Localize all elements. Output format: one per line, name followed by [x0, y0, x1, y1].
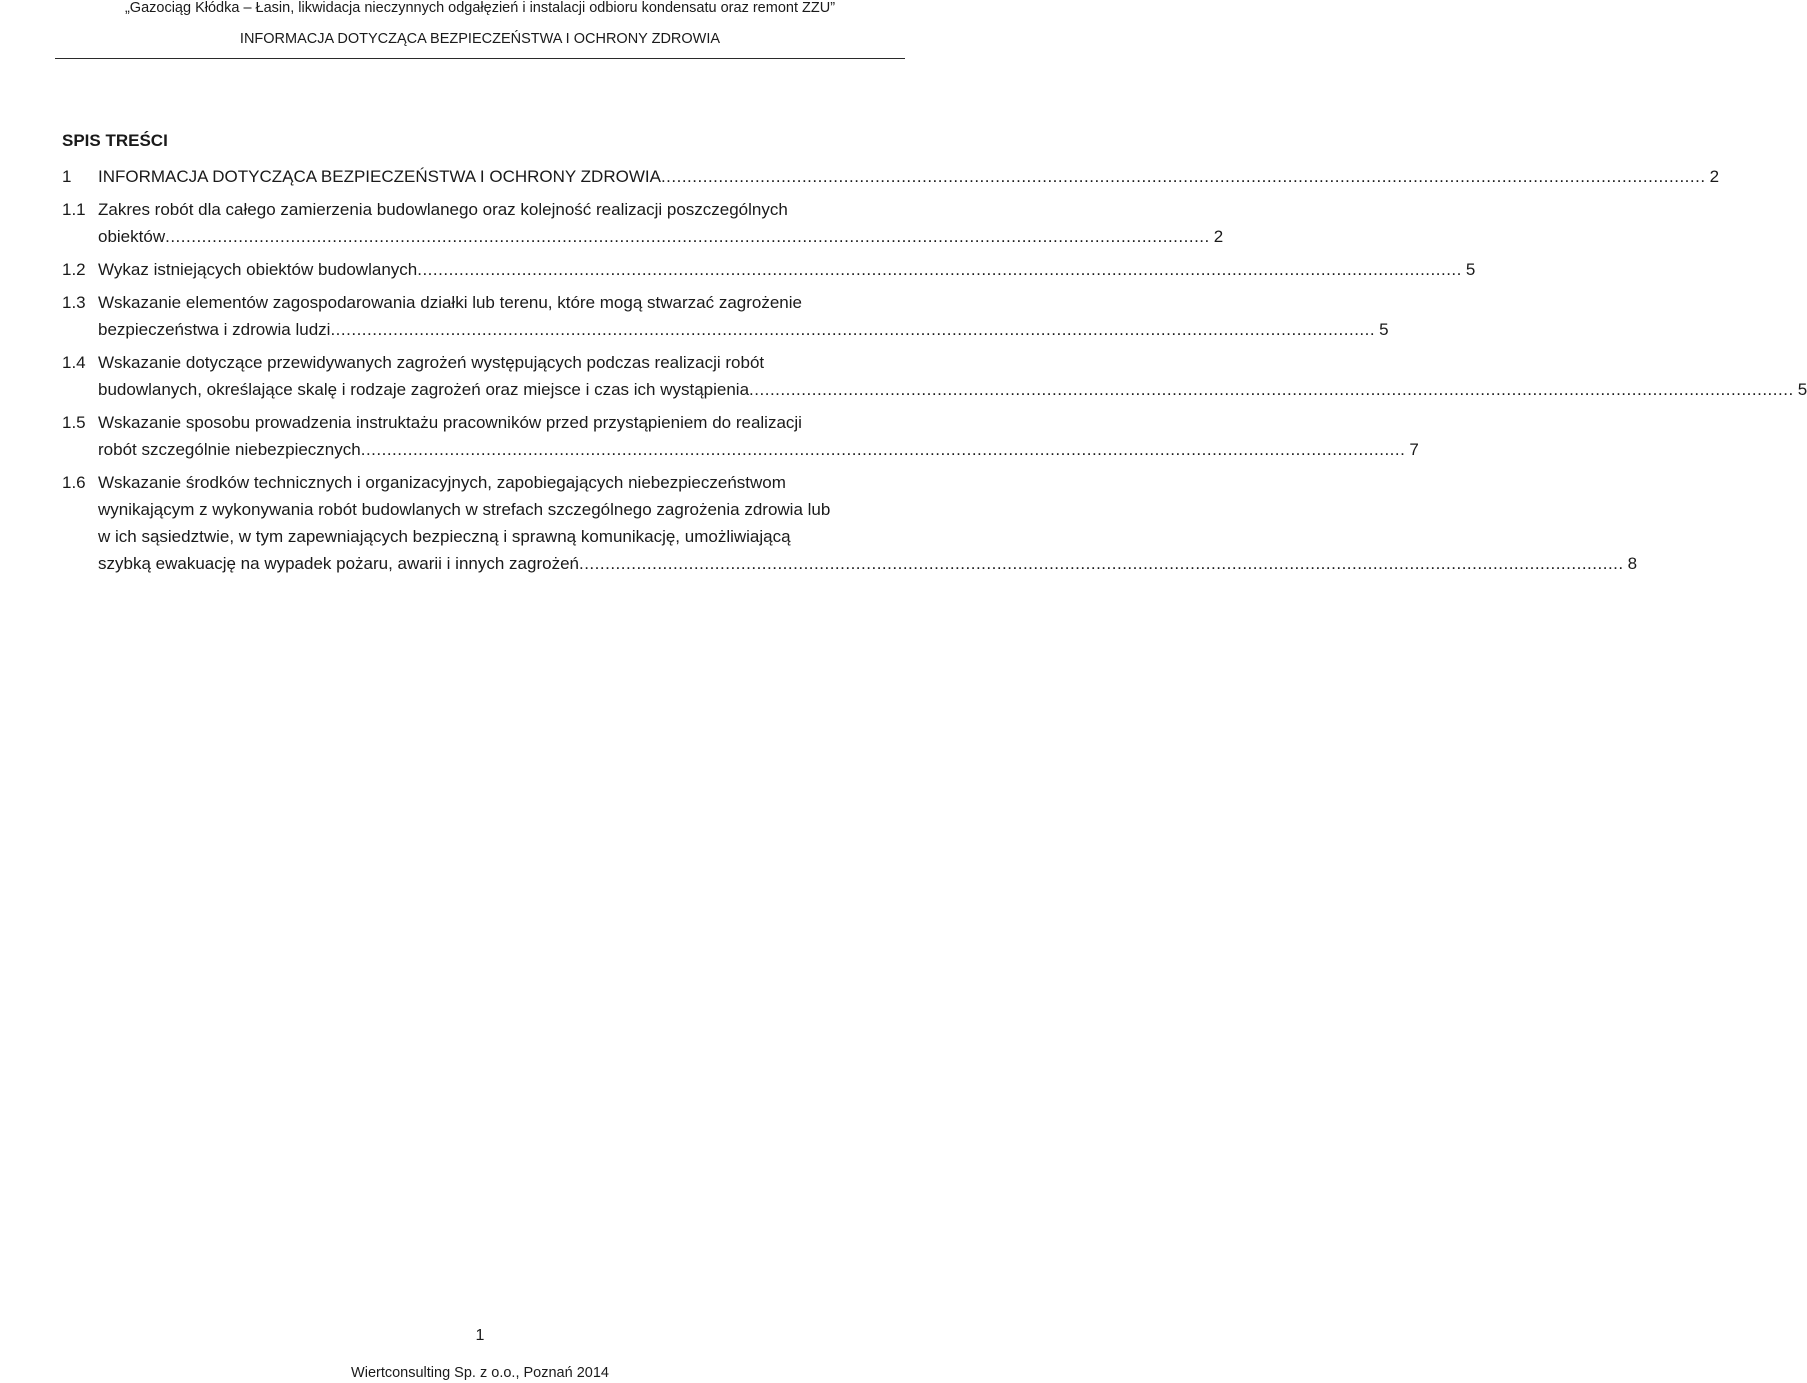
- toc-entry-number: 1.5: [62, 413, 86, 432]
- toc-entry-text: wynikającym z wykonywania robót budowlanych w strefach szczególnego zagrożenia zdrowia lub: [98, 500, 831, 519]
- toc-entry-text: INFORMACJA DOTYCZĄCA BEZPIECZEŃSTWA I OCHRONY ZDROWIA: [98, 167, 661, 186]
- toc-page-number: 7: [1409, 440, 1419, 459]
- toc-entry-number: 1.2: [62, 260, 86, 279]
- toc-entry-text: obiektów: [98, 227, 166, 246]
- toc-leader-dots: ........................................................................................................................................................................................................: [749, 380, 1794, 399]
- toc-leader-dots: ........................................................................................................................................................................................................: [417, 260, 1462, 279]
- toc-entry-text: w ich sąsiedztwie, w tym zapewniających bezpieczną i sprawną komunikację, umożliwiającą: [98, 527, 791, 546]
- toc-title: SPIS TREŚCI: [62, 131, 168, 150]
- toc-entry-1-5-continued[interactable]: [62, 437, 1419, 463]
- toc-entry-1-6[interactable]: [62, 470, 888, 496]
- toc-leader-dots: ........................................................................................................................................................................................................: [578, 554, 1624, 573]
- toc-page-number: 8: [1627, 554, 1638, 573]
- toc-entry-number: 1.4: [62, 353, 86, 372]
- toc-entry-text: Wskazanie dotyczące przewidywanych zagrożeń występujących podczas realizacji robót: [98, 353, 765, 372]
- header-project-title: „Gazociąg Kłódka – Łasin, likwidacja nieczynnych odgałęzień i instalacji odbioru kondensatu oraz remont ZZU”: [124, 0, 836, 16]
- toc-entry-1-3-continued[interactable]: [62, 317, 1389, 343]
- toc-entry-1-6-continued[interactable]: [62, 551, 1638, 577]
- toc-entry-text: Wskazanie elementów zagospodarowania działki lub terenu, które mogą stwarzać zagrożenie: [98, 293, 802, 312]
- toc-entry-1-3[interactable]: [62, 290, 888, 316]
- toc-entry-1-4-continued[interactable]: [62, 377, 1807, 403]
- toc-entry-1-4[interactable]: [62, 350, 888, 376]
- toc-page-number: 5: [1379, 320, 1389, 339]
- toc-entry-text: Wskazanie środków technicznych i organizacyjnych, zapobiegających niebezpieczeństwom: [98, 473, 786, 492]
- toc-entry-number: 1.3: [62, 293, 86, 312]
- toc-entry-text: bezpieczeństwa i zdrowia ludzi: [98, 320, 331, 339]
- toc-page-number: 5: [1797, 380, 1807, 399]
- toc-entry-line: [98, 224, 1224, 250]
- toc-entry-number: 1.1: [62, 200, 86, 219]
- header-divider: [55, 58, 905, 59]
- toc-entry-1-2[interactable]: [62, 257, 1476, 283]
- toc-entry-1-5[interactable]: [62, 410, 888, 436]
- toc-page-number: 5: [1465, 260, 1476, 279]
- toc-entry-1[interactable]: [62, 164, 1720, 190]
- page-footer: Wiertconsulting Sp. z o.o., Poznań 2014: [351, 1365, 609, 1381]
- toc-entry-line: [98, 551, 1638, 577]
- toc-entry-text: budowlanych, określające skalę i rodzaje zagrożeń oraz miejsce i czas ich wystąpienia: [98, 380, 750, 399]
- page-number: 1: [475, 1327, 485, 1344]
- header-document-title: INFORMACJA DOTYCZĄCA BEZPIECZEŃSTWA I OCHRONY ZDROWIA: [239, 31, 721, 47]
- toc-leader-dots: ........................................................................................................................................................................................................: [660, 167, 1706, 186]
- toc-leader-dots: ........................................................................................................................................................................................................: [330, 320, 1376, 339]
- toc-entry-line: [98, 377, 1807, 403]
- toc-leader-dots: ........................................................................................................................................................................................................: [165, 227, 1210, 246]
- toc-entry-number: 1: [62, 167, 72, 186]
- toc-entry-text: szybką ewakuację na wypadek pożaru, awarii i innych zagrożeń: [98, 554, 579, 573]
- toc-entry-line: [98, 164, 1720, 190]
- toc-entry-text: Wskazanie sposobu prowadzenia instruktażu pracowników przed przystąpieniem do realizacji: [98, 413, 802, 432]
- toc-entry-1-6-continued[interactable]: [62, 497, 888, 523]
- toc-page-number: 2: [1709, 167, 1720, 186]
- toc-entry-text: Zakres robót dla całego zamierzenia budowlanego oraz kolejność realizacji poszczególnych: [98, 200, 788, 219]
- toc-entry-text: Wykaz istniejących obiektów budowlanych: [98, 260, 418, 279]
- toc-entry-line: [98, 257, 1476, 283]
- toc-leader-dots: ........................................................................................................................................................................................................: [360, 440, 1406, 459]
- toc-entry-1-1-continued[interactable]: [62, 224, 1224, 250]
- toc-entry-1-1[interactable]: [62, 197, 888, 223]
- toc-entry-1-6-continued[interactable]: [62, 524, 888, 550]
- toc-entry-line: [98, 317, 1389, 343]
- toc-entry-number: 1.6: [62, 473, 86, 492]
- toc-entry-line: [98, 437, 1419, 463]
- toc-entry-text: robót szczególnie niebezpiecznych: [98, 440, 361, 459]
- toc-page-number: 2: [1213, 227, 1224, 246]
